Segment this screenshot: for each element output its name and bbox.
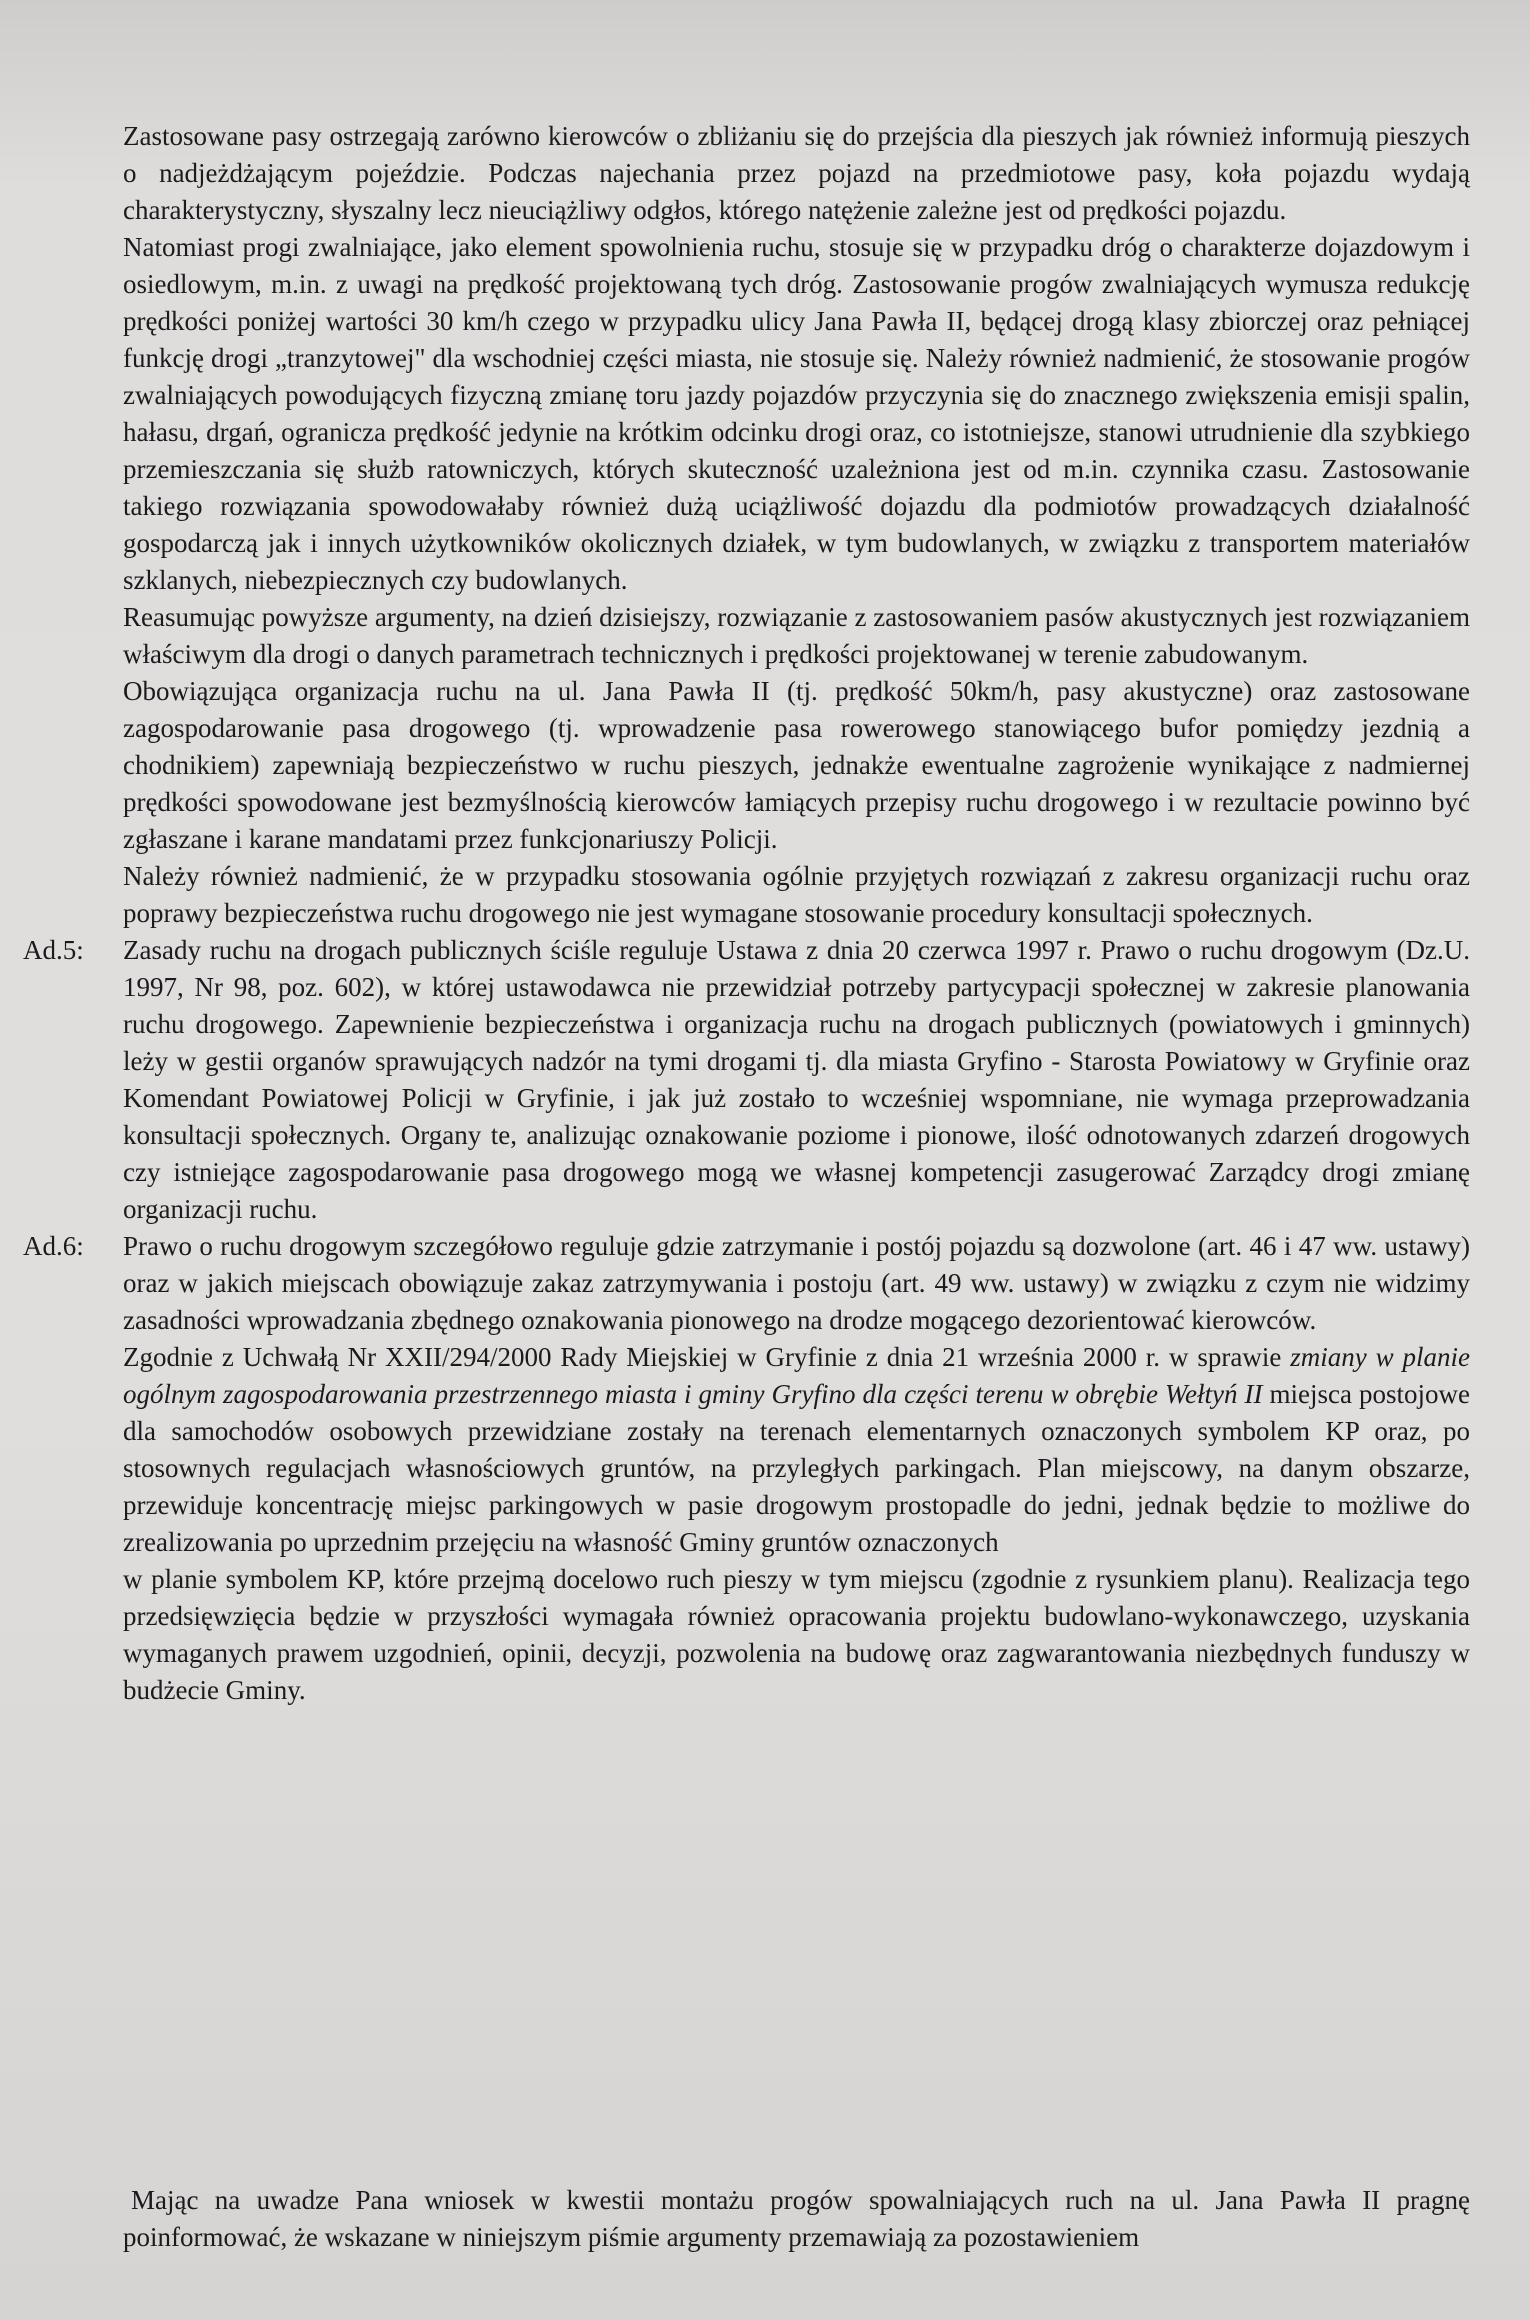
section-ad6-label: Ad.6:: [23, 1231, 84, 1261]
paragraph-speed-bumps: Natomiast progi zwalniające, jako element spowolnienia ruchu, stosuje się w przypadku dróg o charakterze dojazdowym i osiedlowym, m.in. z uwagi na prędkość projektowaną tych dróg. Zastosowanie progów zwalniających wymusza redukcję prędkości poniżej wartości 30 km/h czego w przypadku ulicy Jana Pawła II, będącej drogą klasy zbiorczej oraz pełniącej funkcję drogi „tranzytowej" dla wschodniej części miasta, nie stosuje się. Należy również nadmienić, że stosowanie progów zwalniających powodujących fizyczną zmianę toru jazdy pojazdów przyczynia się do znacznego zwiększenia emisji spalin, hałasu, drgań, ogranicza prędkość jedynie na krótkim odcinku drogi oraz, co istotniejsze, stanowi utrudnienie dla szybkiego przemieszczania się służb ratowniczych, których skuteczność uzależniona jest od m.in. czynnika czasu. Zastosowanie takiego rozwiązania spowodowałaby również dużą uciążliwość dojazdu dla podmiotów prowadzących działalność gospodarczą jak i innych użytkowników okolicznych działek, w tym budowlanych, w związku z transportem materiałów szklanych, niebezpiecznych czy budowlanych.: [123, 232, 1470, 595]
paragraph-summary: Reasumując powyższe argumenty, na dzień dzisiejszy, rozwiązanie z zastosowaniem pasów akustycznych jest rozwiązaniem właściwym dla drogi o danych parametrach technicznych i prędkości projektowanej w terenie zabudowanym.: [123, 602, 1470, 669]
section-ad6-resolution-title: zmiany w planie ogólnym zagospodarowania przestrzennego miasta i gminy Gryfino dla części terenu w obrębie Wełtyń II: [123, 1342, 1470, 1409]
paragraph-traffic-organization: Obowiązująca organizacja ruchu na ul. Jana Pawła II (tj. prędkość 50km/h, pasy akustyczne) oraz zastosowane zagospodarowanie pasa drogowego (tj. wprowadzenie pasa rowerowego stanowiącego bufor pomiędzy jezdnią a chodnikiem) zapewniają bezpieczeństwo w ruchu pieszych, jednakże ewentualne zagrożenie wynikające z nadmiernej prędkości spowodowane jest bezmyślnością kierowców łamiących przepisy ruchu drogowego i w rezultacie powinno być zgłaszane i karane mandatami przez funkcjonariuszy Policji.: [123, 676, 1470, 854]
paragraph-consultation-note: Należy również nadmienić, że w przypadku stosowania ogólnie przyjętych rozwiązań z zakresu organizacji ruchu oraz poprawy bezpieczeństwa ruchu drogowego nie jest wymagane stosowanie procedury konsultacji społecznych.: [123, 861, 1470, 928]
section-ad5: [23, 932, 1470, 1228]
closing-text: Mając na uwadze Pana wniosek w kwestii montażu progów spowalniających ruch na ul. Jana Pawła II pragnę poinformować, że wskazane w niniejszym piśmie argumenty przemawiają za pozostawieniem: [123, 2185, 1470, 2252]
section-ad6-text-2a: Zgodnie z Uchwałą Nr XXII/294/2000 Rady Miejskiej w Gryfinie z dnia 21 września 2000 r. w sprawie: [123, 1342, 1291, 1372]
section-ad6-text-2b: miejsca postojowe dla samochodów osobowych przewidziane zostały na terenach elementarnych oznaczonych symbolem KP oraz, po stosownych regulacjach własnościowych gruntów, na przyległych parkingach. Plan miejscowy, na danym obszarze, przewiduje koncentrację miejsc parkingowych w pasie drogowym prostopadle do jedni, jednak będzie to możliwe do zrealizowania po uprzednim przejęciu na własność Gminy gruntów oznaczonych: [123, 1379, 1470, 1557]
section-ad6: [23, 1228, 1470, 1709]
section-ad6-text-1: Prawo o ruchu drogowym szczegółowo reguluje gdzie zatrzymanie i postój pojazdu są dozwolone (art. 46 i 47 ww. ustawy) oraz w jakich miejscach obowiązuje zakaz zatrzymywania i postoju (art. 49 ww. ustawy) w związku z czym nie widzimy zasadności wprowadzania zbędnego oznakowania pionowego na drodze mogącego dezorientować kierowców.: [123, 1231, 1470, 1335]
letter-body: [23, 118, 1470, 1709]
section-ad5-label: Ad.5:: [23, 935, 84, 965]
section-ad6-text-2: [123, 1339, 1470, 1561]
section-ad6-text-3: w planie symbolem KP, które przejmą docelowo ruch pieszy w tym miejscu (zgodnie z rysunkiem planu). Realizacja tego przedsięwzięcia będzie w przyszłości wymagała również opracowania projektu budowlano-wykonawczego, uzyskania wymaganych prawem uzgodnień, opinii, decyzji, pozwolenia na budowę oraz zagwarantowania niezbędnych funduszy w budżecie Gminy.: [123, 1564, 1470, 1705]
paragraph-acoustic-strips: Zastosowane pasy ostrzegają zarówno kierowców o zbliżaniu się do przejścia dla pieszych jak również informują pieszych o nadjeżdżającym pojeździe. Podczas najechania przez pojazd na przedmiotowe pasy, koła pojazdu wydają charakterystyczny, słyszalny lecz nieuciążliwy odgłos, którego natężenie zależne jest od prędkości pojazdu.: [123, 121, 1470, 225]
section-ad5-text: Zasady ruchu na drogach publicznych ściśle reguluje Ustawa z dnia 20 czerwca 1997 r. Prawo o ruchu drogowym (Dz.U. 1997, Nr 98, poz. 602), w której ustawodawca nie przewidział potrzeby partycypacji społecznej w zakresie planowania ruchu drogowego. Zapewnienie bezpieczeństwa i organizacja ruchu na drogach publicznych (powiatowych i gminnych) leży w gestii organów sprawujących nadzór na tymi drogami tj. dla miasta Gryfino - Starosta Powiatowy w Gryfinie oraz Komendant Powiatowej Policji w Gryfinie, i jak już zostało to wcześniej wspomniane, nie wymaga przeprowadzania konsultacji społecznych. Organy te, analizując oznakowanie poziome i pionowe, ilość odnotowanych zdarzeń drogowych czy istniejące zagospodarowanie pasa drogowego mogą we własnej kompetencji zasugerować Zarządcy drogi zmianę organizacji ruchu.: [123, 935, 1470, 1224]
closing-paragraph: [123, 2182, 1470, 2256]
